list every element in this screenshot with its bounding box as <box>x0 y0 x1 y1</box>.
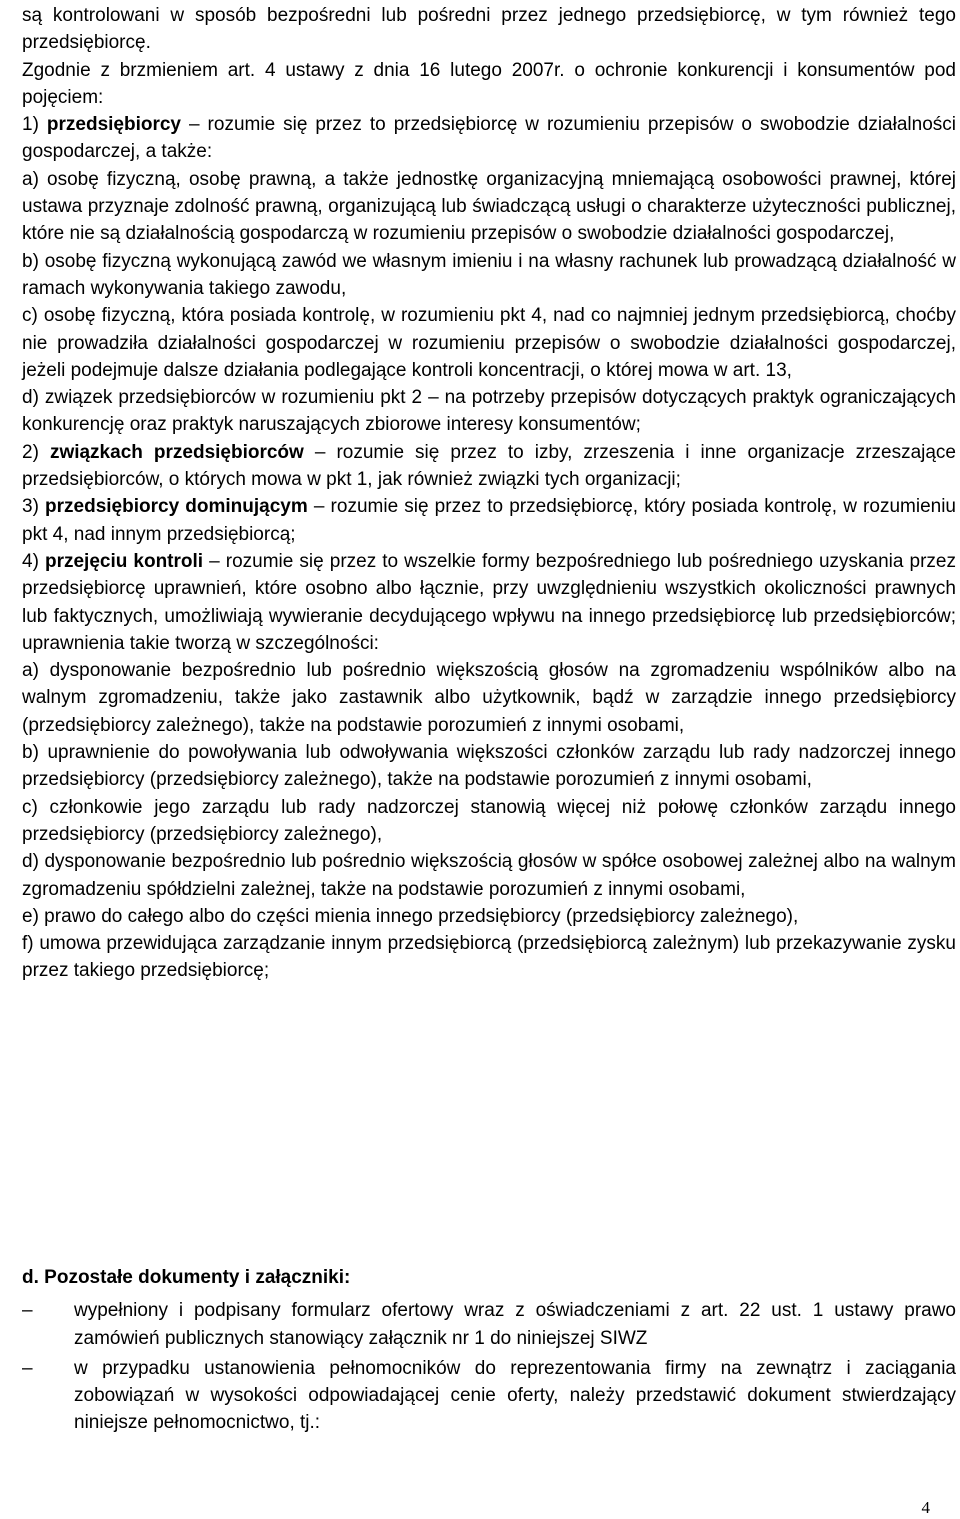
definition-item: c) osobę fizyczną, która posiada kontrolę, w rozumieniu pkt 4, nad co najmniej jednym przedsiębiorcą, choćby nie prowadziła działalności gospodarczej w rozumieniu przepisów o swobodzie działalności gospodarczej, jeżeli podejmuje dalsze działania podlegające kontroli koncentracji, o której mowa w art. 13, <box>22 305 956 381</box>
definition-term: przedsiębiorcy <box>46 114 181 136</box>
page-number: 4 <box>921 1498 930 1517</box>
definition-term: związkach przedsiębiorców <box>49 441 304 463</box>
definition-4 <box>22 548 956 657</box>
list-item <box>22 1297 956 1352</box>
definition-item: a) dysponowanie bezpośrednio lub pośrednio większością głosów na zgromadzeniu wspólników albo na walnym zgromadzeniu, także jako zastawnik albo użytkownik, bądź w zarządzie innego przedsiębiorcy (przedsiębiorcy zależnego), także na podstawie porozumień z innymi osobami, <box>22 660 956 736</box>
definition-term: przejęciu kontroli <box>44 550 204 572</box>
list-item <box>22 1355 956 1437</box>
definition-number: 3) <box>22 496 46 518</box>
definition-item: f) umowa przewidująca zarządzanie innym przedsiębiorcą (przedsiębiorcą zależnym) lub przekazywanie zysku przez takiego przedsiębiorcę; <box>22 933 956 982</box>
definition-number: 2) <box>22 441 50 463</box>
list-item-text: w przypadku ustanowienia pełnomocników do reprezentowania firmy na zewnątrz i zaciągania zobowiązań w wysokości odpowiadającej cenie oferty, należy przedstawić dokument stwierdzający niniejsze pełnomocnictwo, tj.: <box>74 1357 956 1434</box>
section-other-documents <box>22 1264 956 1440</box>
definition-2 <box>22 439 956 494</box>
definition-item: b) uprawnienie do powoływania lub odwoływania większości członków zarządu lub rady nadzorczej innego przedsiębiorcy (przedsiębiorcy zależnego), także na podstawie porozumień z innymi osobami, <box>22 742 956 791</box>
attachments-list <box>22 1297 956 1436</box>
definition-text: – rozumie się przez to izby, zrzeszenia i inne organizacje zrzeszające przedsiębiorców, o których mowa w pkt 1, jak również związki tych organizacji; <box>22 441 956 491</box>
list-item-text: wypełniony i podpisany formularz ofertowy wraz z oświadczeniami z art. 22 ust. 1 ustawy prawo zamówień publicznych stanowiący załącznik nr 1 do niniejszej SIWZ <box>74 1300 956 1349</box>
definition-number: 1) <box>22 114 47 136</box>
definition-text: – rozumie się przez to przedsiębiorcę w rozumieniu przepisów o swobodzie działalności gospodarczej, a także: <box>22 114 956 163</box>
definition-text: – rozumie się przez to przedsiębiorcę, który posiada kontrolę, w rozumieniu pkt 4, nad innym przedsiębiorcą; <box>22 496 956 545</box>
dash-bullet-icon: – <box>22 1300 33 1322</box>
intro-paragraph: są kontrolowani w sposób bezpośredni lub pośredni przez jednego przedsiębiorcę, w tym również tego przedsiębiorcę. <box>22 5 956 54</box>
definition-item: d) dysponowanie bezpośrednio lub pośrednio większością głosów w spółce osobowej zależnej albo na walnym zgromadzeniu spółdzielni zależnej, także na podstawie porozumień z innymi osobami, <box>22 851 956 900</box>
definition-item: c) członkowie jego zarządu lub rady nadzorczej stanowią więcej niż połowę członków zarządu innego przedsiębiorcy (przedsiębiorcy zależnego), <box>22 796 956 845</box>
dash-bullet-icon: – <box>22 1357 33 1379</box>
definition-term: przedsiębiorcy dominującym <box>45 496 308 518</box>
definition-item: e) prawo do całego albo do części mienia innego przedsiębiorcy (przedsiębiorcy zależnego), <box>22 905 799 927</box>
definition-1 <box>22 111 956 166</box>
definition-item: b) osobę fizyczną wykonującą zawód we własnym imieniu i na własny rachunek lub prowadzącą działalność w ramach wykonywania takiego zawodu, <box>22 250 956 299</box>
definition-item: a) osobę fizyczną, osobę prawną, a także jednostkę organizacyjną mniemającą osobowości prawnej, której ustawa przyznaje zdolność prawną, organizującą lub świadczącą usługi o charakterze użyteczności publicznej, które nie są działalnością gospodarczą w rozumieniu przepisów o swobodzie działalności gospodarczej, <box>22 168 956 245</box>
definition-item: d) związek przedsiębiorców w rozumieniu pkt 2 – na potrzeby przepisów dotyczących praktyk ograniczających konkurencję oraz praktyk naruszających zbiorowe interesy konsumentów; <box>22 387 956 436</box>
definition-3 <box>22 493 956 548</box>
definition-number: 4) <box>22 550 45 572</box>
definitions-text <box>22 2 956 985</box>
definition-text: – rozumie się przez to wszelkie formy bezpośredniego lub pośredniego uzyskania przez przedsiębiorcę uprawnień, które osobno albo łącznie, przy uwzględnieniu wszystkich okoliczności prawnych lub faktycznych, umożliwiają wywieranie decydującego wpływu na innego przedsiębiorcę lub przedsiębiorców; uprawnienia takie tworzą w szczególności: <box>22 550 956 654</box>
intro-paragraph: Zgodnie z brzmieniem art. 4 ustawy z dnia 16 lutego 2007r. o ochronie konkurencji i konsumentów pod pojęciem: <box>22 59 956 108</box>
section-heading: d. Pozostałe dokumenty i załączniki: <box>22 1267 351 1288</box>
